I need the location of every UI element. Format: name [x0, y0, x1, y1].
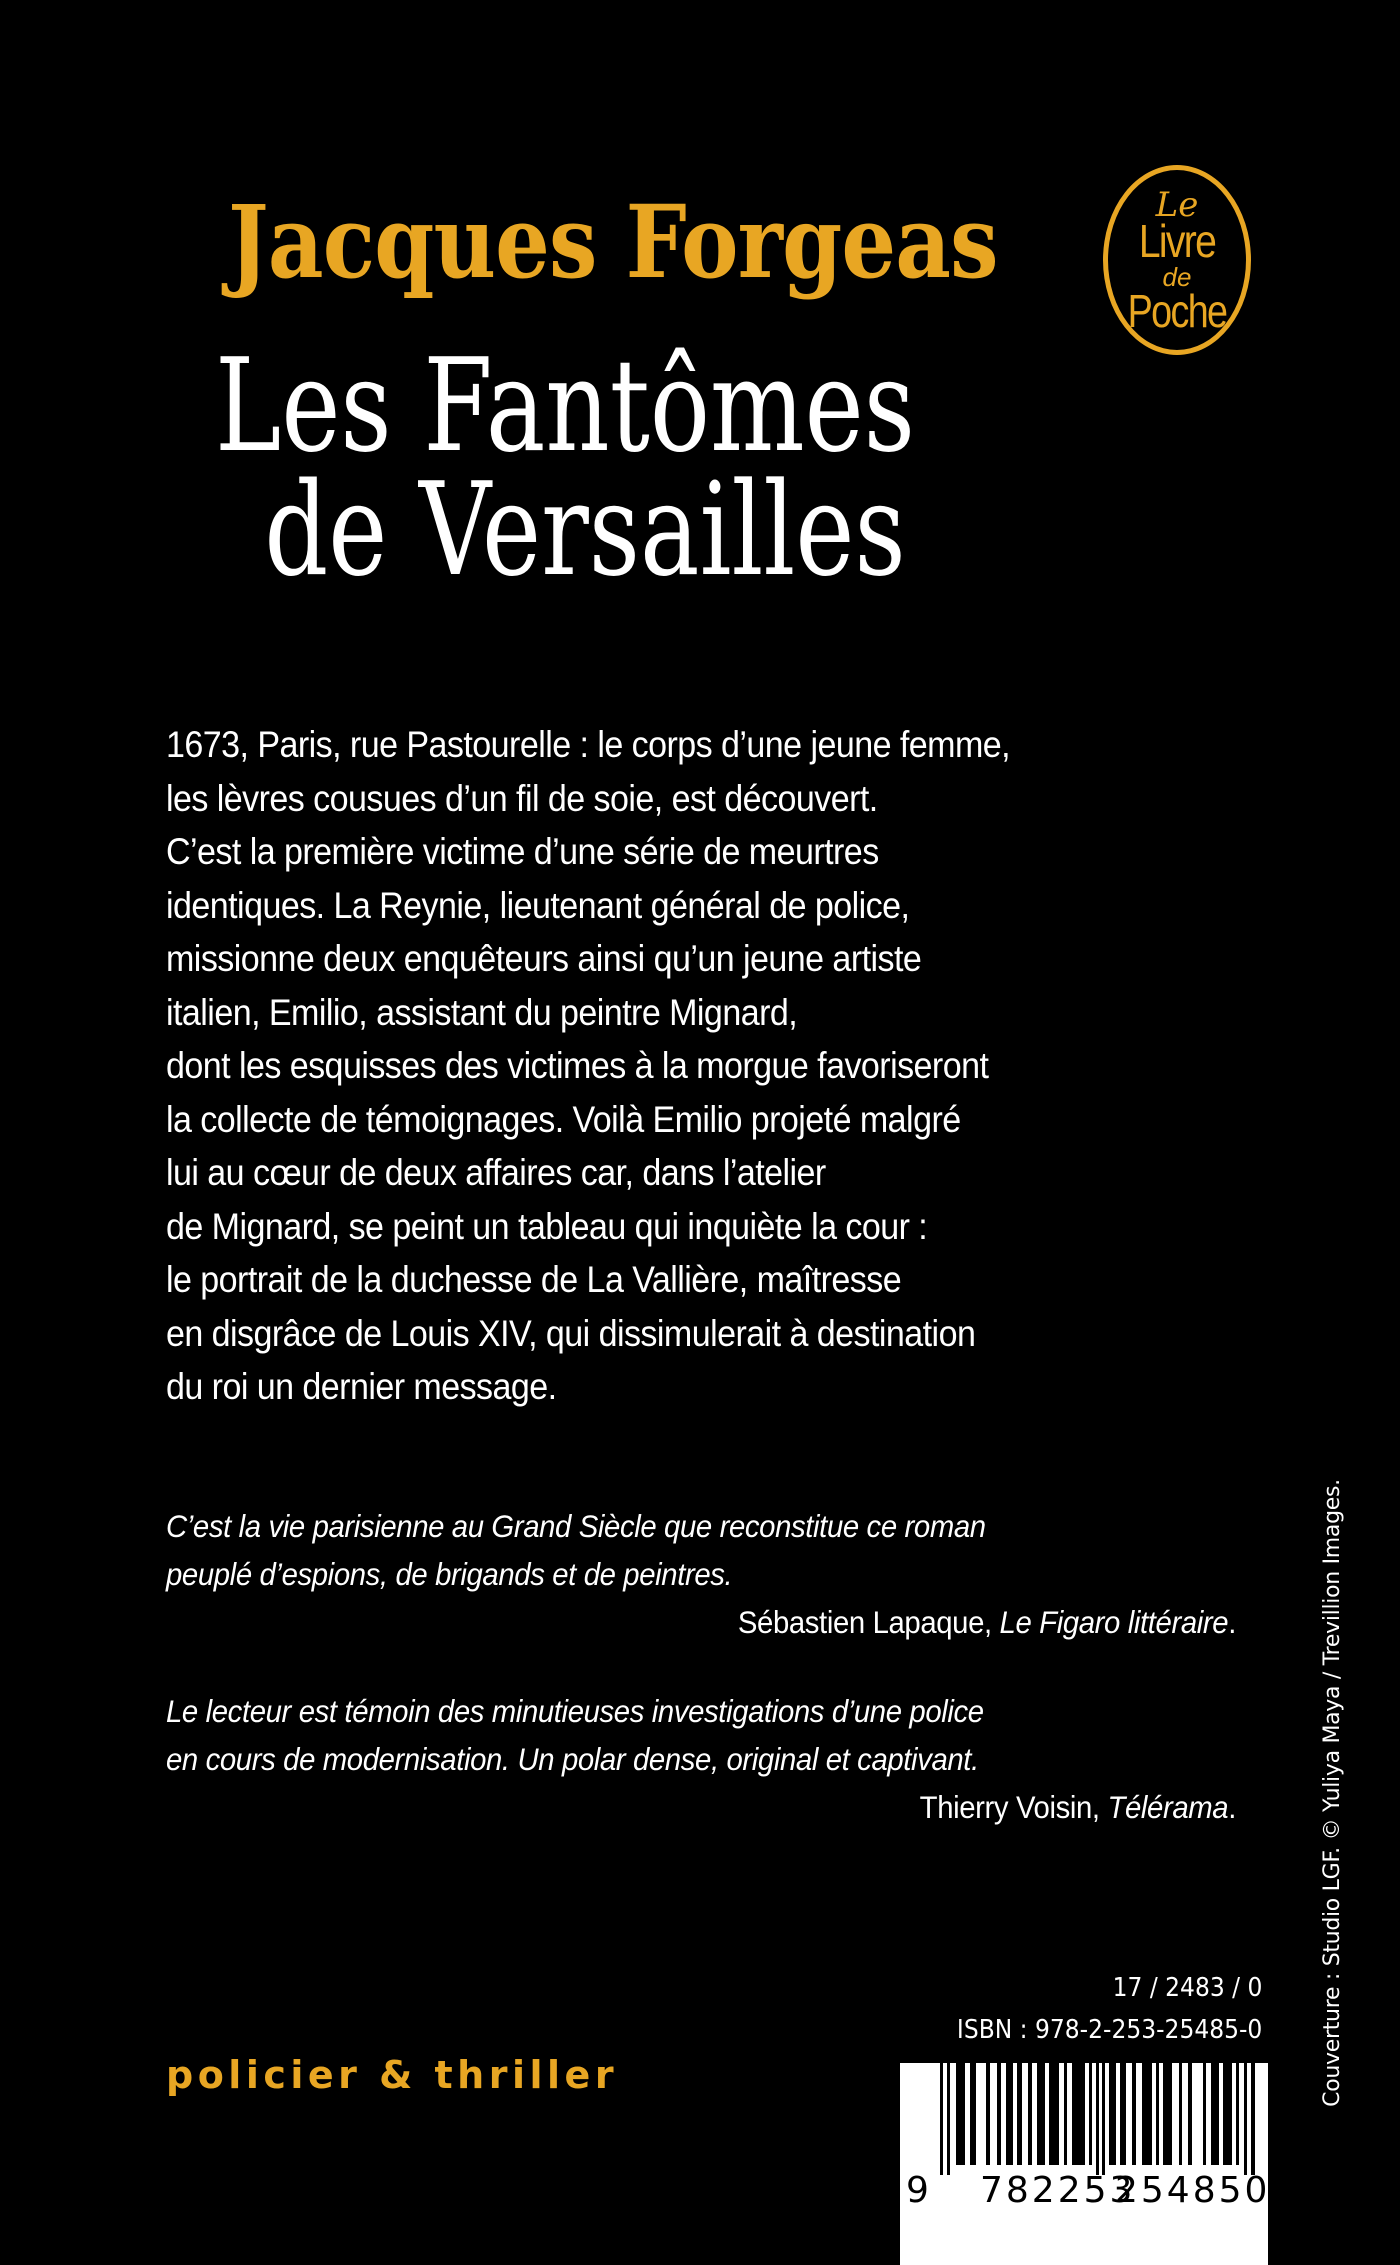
catalog-number: 17 / 2483 / 0 — [1112, 1973, 1262, 2003]
barcode-bars-icon — [900, 2063, 1271, 2265]
synopsis-line: dont les esquisses des victimes à la morgue favoriseront — [166, 1045, 989, 1086]
synopsis-line: la collecte de témoignages. Voilà Emilio projeté malgré — [166, 1098, 961, 1140]
logo-livre: Livre — [1138, 215, 1216, 267]
synopsis-line: missionne deux enquêteurs ainsi qu’un jeune artiste — [166, 938, 922, 979]
press-quote-telerama — [166, 1687, 1236, 1831]
genre-label: policier & thriller — [166, 2053, 619, 2097]
synopsis-line: 1673, Paris, rue Pastourelle : le corps d’une jeune femme, — [166, 724, 1011, 765]
quote-publication: Télérama — [1107, 1789, 1229, 1825]
cover-credit: Couverture : Studio LGF. © Yuliya Maya / Trevillion Images. — [1320, 1479, 1345, 2107]
author-name: Jacques Forgeas — [228, 183, 998, 301]
quote-source — [241, 1598, 1236, 1646]
barcode — [900, 2063, 1271, 2265]
quote-author: Sébastien Lapaque, — [737, 1604, 1000, 1640]
quote-publication: Le Figaro littéraire — [999, 1604, 1229, 1640]
book-title — [0, 332, 1170, 605]
synopsis-line: le portrait de la duchesse de La Vallière, maîtresse — [166, 1259, 902, 1300]
quote-line: peuplé d’espions, de brigands et de peintres. — [166, 1556, 733, 1592]
quote-line: en cours de modernisation. Un polar dense, original et captivant. — [166, 1741, 979, 1777]
quote-line: Le lecteur est témoin des minutieuses investigations d’une police — [166, 1693, 984, 1729]
synopsis-line: lui au cœur de deux affaires car, dans l’atelier — [166, 1152, 826, 1193]
synopsis-line: identiques. La Reynie, lieutenant général de police, — [166, 884, 910, 926]
synopsis-line: en disgrâce de Louis XIV, qui dissimulerait à destination — [166, 1312, 976, 1354]
synopsis-line: du roi un dernier message. — [166, 1366, 557, 1407]
synopsis-line: de Mignard, se peint un tableau qui inquiète la cour : — [166, 1205, 928, 1247]
synopsis-line: italien, Emilio, assistant du peintre Mignard, — [166, 991, 798, 1033]
barcode-left-digits: 782253 — [980, 2170, 1136, 2211]
synopsis-line: les lèvres cousues d’un fil de soie, est découvert. — [166, 777, 878, 819]
quote-line: C’est la vie parisienne au Grand Siècle que reconstitue ce roman — [166, 1508, 986, 1544]
synopsis — [166, 718, 1246, 1414]
book-title-line-2: de Versailles — [264, 456, 906, 605]
quote-end: . — [1228, 1604, 1236, 1640]
barcode-right-digits: 254850 — [1115, 2170, 1271, 2211]
logo-le: Le — [1155, 185, 1199, 225]
publisher-logo — [1103, 165, 1251, 355]
press-quote-figaro — [166, 1502, 1236, 1646]
book-title-line-1: Les Fantômes — [215, 332, 915, 481]
quote-end: . — [1228, 1789, 1236, 1825]
quote-source — [241, 1783, 1236, 1831]
logo-de: de — [1162, 262, 1192, 292]
quote-author: Thierry Voisin, — [919, 1789, 1108, 1825]
synopsis-line: C’est la première victime d’une série de meurtres — [166, 831, 879, 872]
logo-poche: Poche — [1127, 285, 1227, 337]
isbn-number: ISBN : 978-2-253-25485-0 — [956, 2015, 1262, 2045]
barcode-first-digit: 9 — [906, 2170, 929, 2211]
